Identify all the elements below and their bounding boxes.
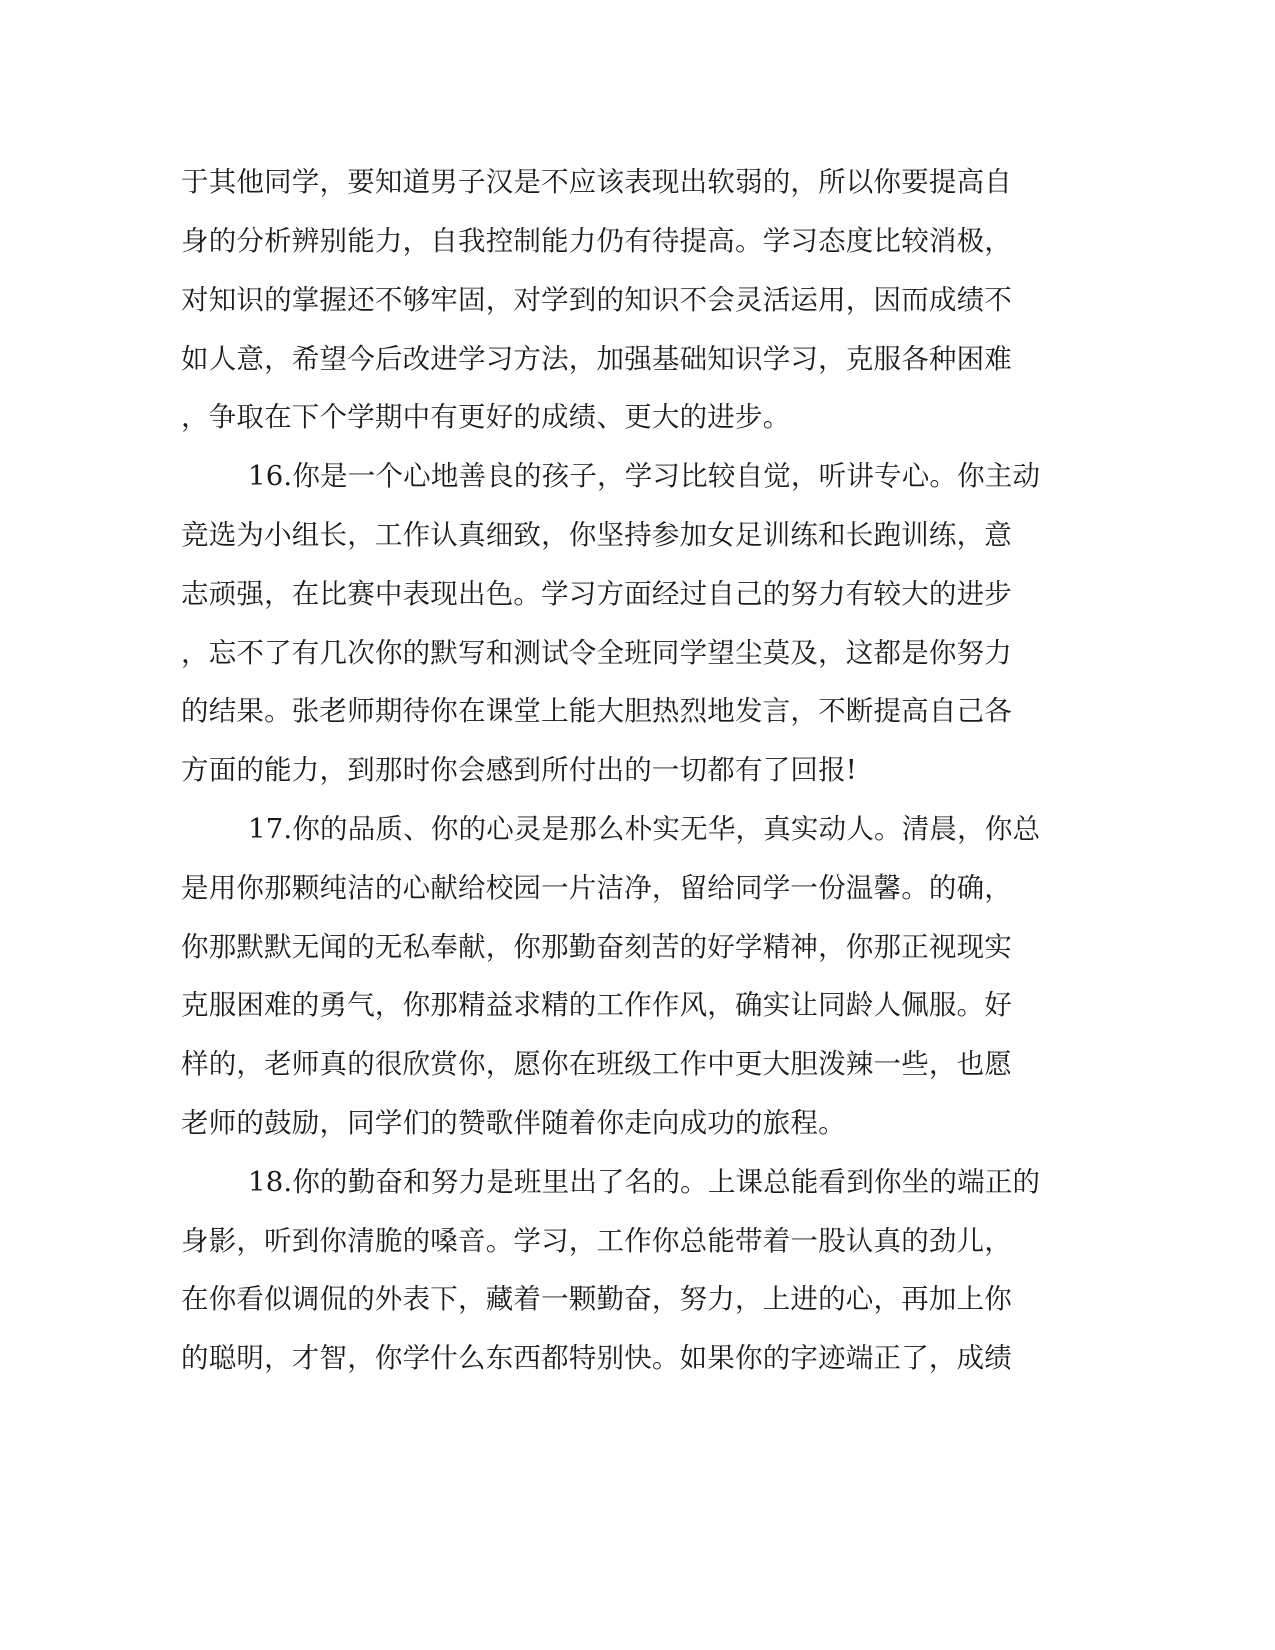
text-line: ，争取在下个学期中有更好的成绩、更大的进步。 — [181, 401, 791, 433]
text-line: 如人意，希望今后改进学习方法，加强基础知识学习，克服各种困难 — [181, 343, 1012, 375]
text-line: 是用你那颗纯洁的心献给校园一片洁净，留给同学一份温馨。的确， — [181, 872, 1012, 904]
text-line: 样的，老师真的很欣赏你，愿你在班级工作中更大胆泼辣一些，也愿 — [181, 1048, 1012, 1080]
text-line: 身的分析辨别能力，自我控制能力仍有待提高。学习态度比较消极， — [181, 225, 1012, 257]
text-line: 对知识的掌握还不够牢固，对学到的知识不会灵活运用，因而成绩不 — [181, 284, 1012, 316]
text-line: 志顽强，在比赛中表现出色。学习方面经过自己的努力有较大的进步 — [181, 578, 1012, 610]
text-line: 你那默默无闻的无私奉献，你那勤奋刻苦的好学精神，你那正视现实 — [181, 931, 1012, 963]
text-line: 于其他同学，要知道男子汉是不应该表现出软弱的，所以你要提高自 — [181, 166, 1012, 198]
paragraph-18-first-line: 18.你的勤奋和努力是班里出了名的。上课总能看到你坐的端正的 — [248, 1166, 1041, 1198]
text-line: 竞选为小组长，工作认真细致，你坚持参加女足训练和长跑训练，意 — [181, 519, 1012, 551]
text-line: ，忘不了有几次你的默写和测试令全班同学望尘莫及，这都是你努力 — [181, 637, 1012, 669]
text-line: 克服困难的勇气，你那精益求精的工作作风，确实让同龄人佩服。好 — [181, 989, 1012, 1021]
text-line: 在你看似调侃的外表下，藏着一颗勤奋，努力，上进的心，再加上你 — [181, 1283, 1012, 1315]
text-line: 的聪明，才智，你学什么东西都特别快。如果你的字迹端正了，成绩 — [181, 1342, 1012, 1374]
paragraph-17-first-line: 17.你的品质、你的心灵是那么朴实无华，真实动人。清晨，你总 — [248, 813, 1041, 845]
text-line: 方面的能力，到那时你会感到所付出的一切都有了回报! — [181, 754, 858, 786]
text-line: 老师的鼓励，同学们的赞歌伴随着你走向成功的旅程。 — [181, 1107, 846, 1139]
text-line: 的结果。张老师期待你在课堂上能大胆热烈地发言，不断提高自己各 — [181, 695, 1012, 727]
paragraph-16-first-line: 16.你是一个心地善良的孩子，学习比较自觉，听讲专心。你主动 — [248, 460, 1041, 492]
text-line: 身影，听到你清脆的嗓音。学习，工作你总能带着一股认真的劲儿， — [181, 1225, 1012, 1257]
